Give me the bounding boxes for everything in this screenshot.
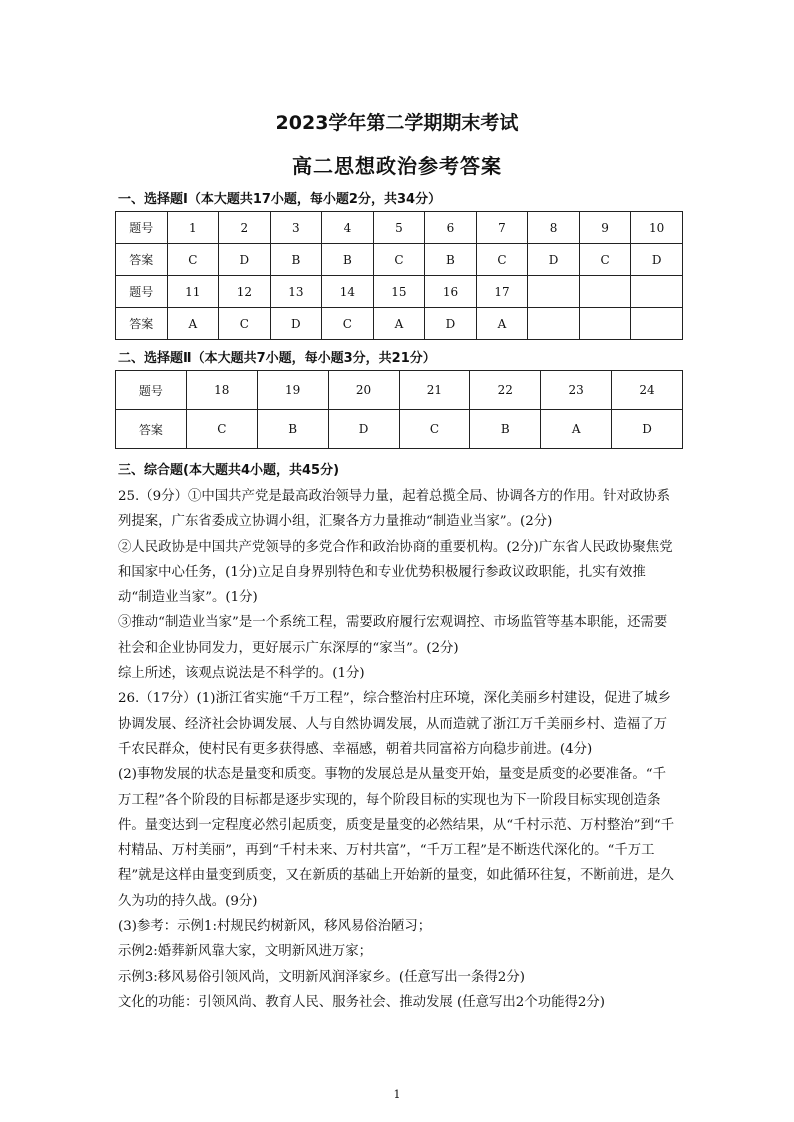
table-cell	[631, 276, 683, 308]
table-cell: C	[476, 244, 528, 276]
answer-paragraph: 文化的功能：引领风尚、教育人民、服务社会、推动发展 (任意写出2个功能得2分)	[118, 994, 606, 1010]
table-cell: D	[219, 244, 271, 276]
answer-paragraph: 25.（9分）①中国共产党是最高政治领导力量，起着总揽全局、协调各方的作用。针对政协系列提案，广东省委成立协调小组，汇聚各方力量推动“制造业当家”。(2分)	[118, 489, 671, 530]
answer-key-title: 高二思想政治参考答案	[292, 154, 502, 178]
table-cell: A	[476, 308, 528, 340]
answer-paragraph: ③推动“制造业当家”是一个系统工程，需要政府履行宏观调控、市场监管等基本职能，还需要社会和企业协同发力，更好展示广东深厚的“家当”。(2分)	[118, 615, 668, 656]
table-row	[116, 212, 683, 244]
table-cell: 22	[470, 371, 541, 410]
table-cell: B	[270, 244, 322, 276]
table-cell: 24	[612, 371, 683, 410]
table-row	[116, 371, 683, 410]
table-cell: 14	[322, 276, 374, 308]
table-cell: B	[257, 410, 328, 449]
table-cell: 4	[322, 212, 374, 244]
table-cell: A	[167, 308, 219, 340]
row-label-cell: 题号	[116, 212, 168, 244]
section3-answers	[118, 484, 678, 1015]
table-cell: D	[328, 410, 399, 449]
table-cell: D	[528, 244, 580, 276]
table-cell: 9	[579, 212, 631, 244]
table-cell: 21	[399, 371, 470, 410]
table-cell: C	[186, 410, 257, 449]
table-cell	[631, 308, 683, 340]
table-cell: 12	[219, 276, 271, 308]
table-cell: D	[631, 244, 683, 276]
answer-paragraph: (2)事物发展的状态是量变和质变。事物的发展总是从量变开始，量变是质变的必要准备。“千万工程”各个阶段的目标都是逐步实现的，每个阶段目标的实现也为下一阶段目标实现创造条件。量变达到一定程度必然引起质变，质变是量变的必然结果，从“千村示范、万村整治”到“千村精品、万村美丽”，再到“千村未来、万村共富”，“千万工程”是不断迭代深化的。“千万工程”就是这样由量变到质变，又在新质的基础上开始新的量变，如此循环往复，不断前进，是久久为功的持久战。(9分)	[118, 767, 675, 909]
table-cell: 19	[257, 371, 328, 410]
table-cell: C	[167, 244, 219, 276]
answer-paragraph: 示例3:移风易俗引领风尚，文明新风润泽家乡。(任意写出一条得2分)	[118, 969, 525, 985]
row-label-cell: 题号	[116, 371, 187, 410]
table-cell: 8	[528, 212, 580, 244]
table-cell: C	[399, 410, 470, 449]
row-label-cell: 答案	[116, 244, 168, 276]
table-cell: 18	[186, 371, 257, 410]
table-cell	[579, 308, 631, 340]
answer-paragraph: 26.（17分）(1)浙江省实施“千万工程”，综合整治村庄环境，深化美丽乡村建设，促进了城乡协调发展、经济社会协调发展、人与自然协调发展，从而造就了浙江万千美丽乡村、造福了万千农民群众，使村民有更多获得感、幸福感，朝着共同富裕方向稳步前进。(4分)	[118, 691, 672, 757]
answer-paragraph: (3)参考：示例1:村规民约树新风，移风易俗治陋习；	[118, 919, 432, 935]
table-cell: 16	[425, 276, 477, 308]
table-cell: 2	[219, 212, 271, 244]
table-cell: 23	[541, 371, 612, 410]
exam-title: 2023学年第二学期期末考试	[275, 112, 519, 134]
answer-paragraph: 综上所述，该观点说法是不科学的。(1分)	[118, 666, 365, 682]
table-cell: 5	[373, 212, 425, 244]
row-label-cell: 答案	[116, 410, 187, 449]
section1-answer-table	[115, 211, 683, 340]
table-cell: 1	[167, 212, 219, 244]
section1-heading: 一、选择题Ⅰ（本大题共17小题，每小题2分，共34分）	[118, 192, 442, 207]
table-cell: 20	[328, 371, 399, 410]
section2-heading: 二、选择题Ⅱ（本大题共7小题，每小题3分，共21分）	[118, 351, 436, 366]
section2-answer-table	[115, 370, 683, 449]
table-cell: 13	[270, 276, 322, 308]
table-row	[116, 276, 683, 308]
table-cell: 11	[167, 276, 219, 308]
table-row	[116, 410, 683, 449]
answer-paragraph: 示例2:婚葬新风靠大家，文明新风进万家；	[118, 944, 373, 960]
table-cell: D	[270, 308, 322, 340]
table-cell: 10	[631, 212, 683, 244]
table-cell: B	[470, 410, 541, 449]
table-cell: C	[322, 308, 374, 340]
answer-paragraph: ②人民政协是中国共产党领导的多党合作和政治协商的重要机构。(2分)广东省人民政协聚焦党和国家中心任务，(1分)立足自身界别特色和专业优势积极履行参政议政职能，扎实有效推动“制造业当家”。(1分)	[118, 539, 673, 606]
table-cell	[528, 308, 580, 340]
row-label-cell: 题号	[116, 276, 168, 308]
table-cell: D	[425, 308, 477, 340]
table-row	[116, 244, 683, 276]
table-cell: 6	[425, 212, 477, 244]
table-cell: B	[322, 244, 374, 276]
page-number: 1	[393, 1088, 401, 1101]
table-cell: A	[541, 410, 612, 449]
table-cell: C	[579, 244, 631, 276]
table-cell: 17	[476, 276, 528, 308]
table-cell: 15	[373, 276, 425, 308]
table-cell: C	[219, 308, 271, 340]
table-row	[116, 308, 683, 340]
table-cell	[579, 276, 631, 308]
table-cell	[528, 276, 580, 308]
table-cell: 3	[270, 212, 322, 244]
table-cell: D	[612, 410, 683, 449]
table-cell: B	[425, 244, 477, 276]
section3-heading: 三、综合题(本大题共4小题，共45分)	[118, 463, 340, 478]
table-cell: C	[373, 244, 425, 276]
row-label-cell: 答案	[116, 308, 168, 340]
table-cell: A	[373, 308, 425, 340]
table-cell: 7	[476, 212, 528, 244]
